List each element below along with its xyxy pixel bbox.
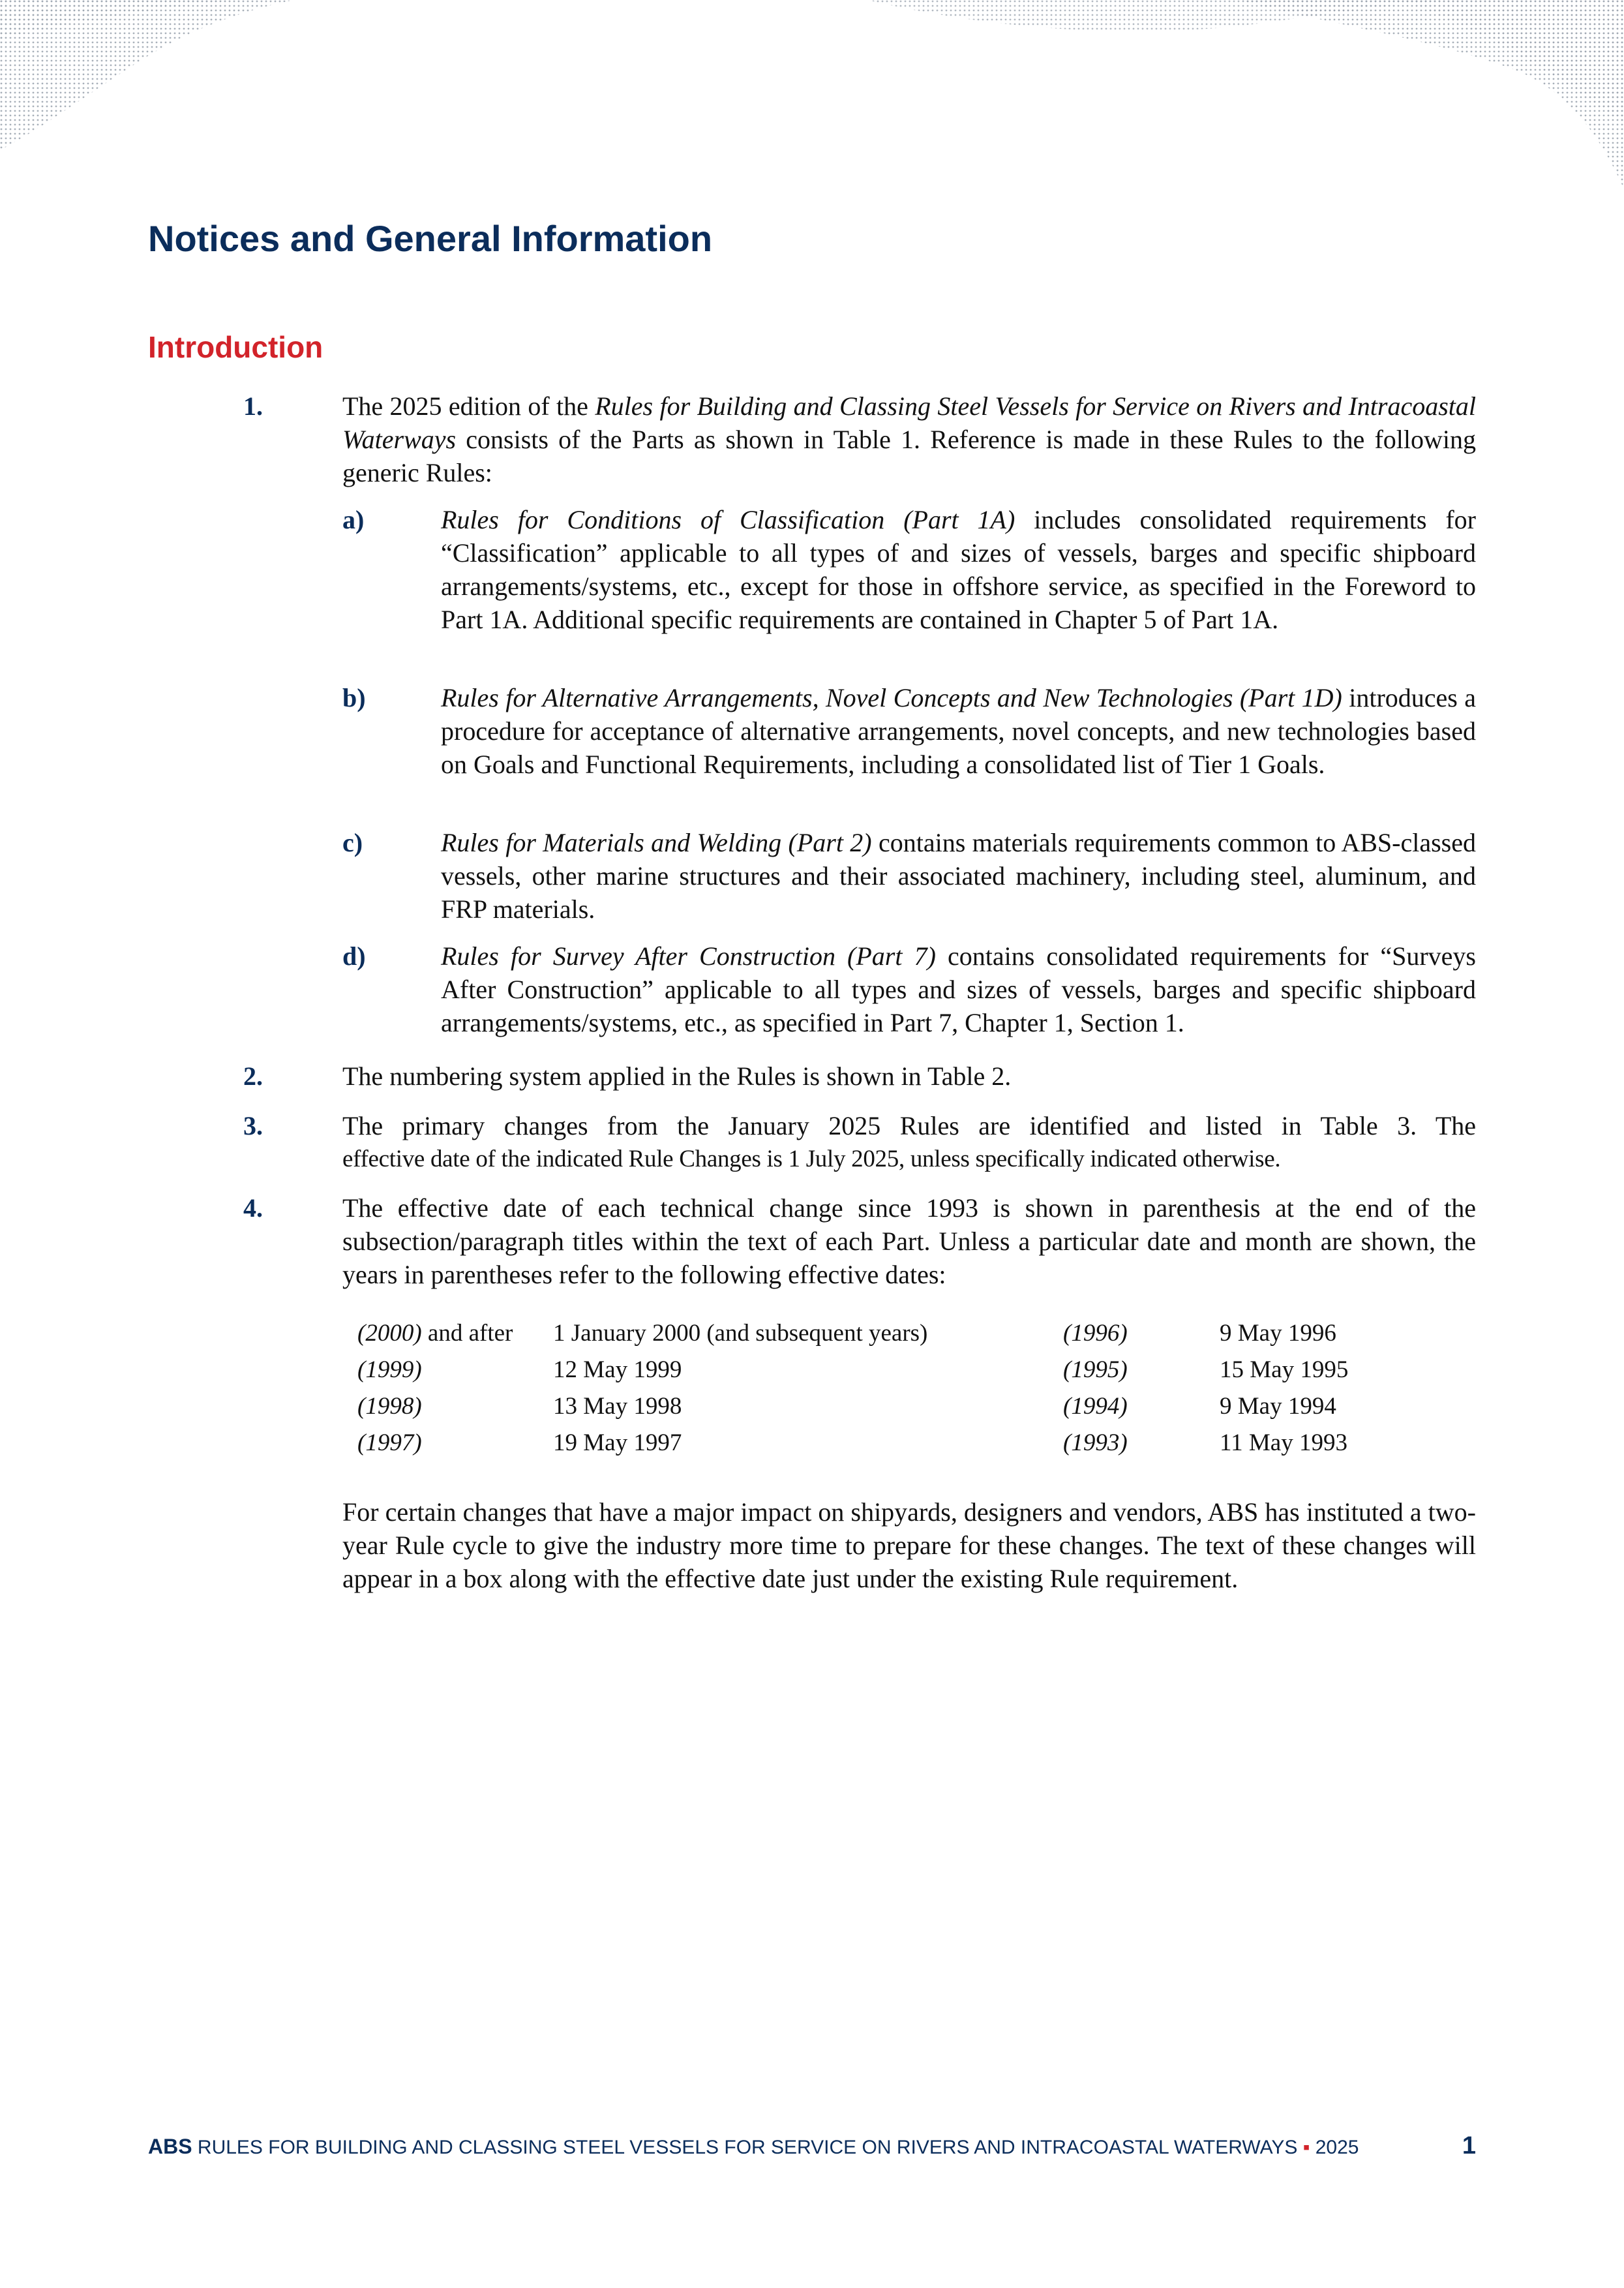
footer-separator: ▪ bbox=[1302, 2137, 1310, 2158]
year-cell: (1997) bbox=[357, 1429, 422, 1456]
sub-item-c-text: Rules for Materials and Welding (Part 2) contains materials requirements common to ABS-classed vessels, other marine structures and their associated machinery, including steel, aluminum, and FRP materials. bbox=[441, 828, 1476, 924]
table-row bbox=[357, 1392, 1466, 1429]
item-number-4: 4. bbox=[243, 1193, 263, 1223]
sub-item-b-text: Rules for Alternative Arrangements, Novel Concepts and New Technologies (Part 1D) introduces a procedure for acceptance of alternative arrangements, novel concepts, and new technologies based on Goals and Functional Requirements, including a consolidated list of Tier 1 Goals. bbox=[441, 683, 1477, 779]
abs-logo-text: ABS bbox=[148, 2135, 192, 2158]
item-3-text bbox=[342, 1109, 1476, 1176]
rules-title: Rules for Building and Classing Steel Vessels for Service on Rivers and Intracoastal Waterways bbox=[342, 391, 1476, 454]
year-cell: (1995) bbox=[1063, 1356, 1128, 1383]
item-4-text: The effective date of each technical change since 1993 is shown in parenthesis at the end of the subsection/paragraph titles within the text of each Part. Unless a particular date and month are shown, the years in parentheses refer to the following effective dates: bbox=[342, 1193, 1476, 1289]
effective-dates-table bbox=[357, 1319, 1466, 1465]
sub-item-d-text: Rules for Survey After Construction (Part 7) contains consolidated requirements for “Surveys After Construction” applicable to all types and sizes of vessels, barges and specific shipboard arrangements/systems, etc., as specified in Part 7, Chapter 1, Section 1. bbox=[441, 941, 1476, 1037]
closing-paragraph: For certain changes that have a major impact on shipyards, designers and vendors, ABS has instituted a two-year Rule cycle to give the industry more time to prepare for these changes. The text of these changes will appear in a box along with the effective date just under the existing Rule requirement. bbox=[342, 1497, 1476, 1593]
footer-title: RULES FOR BUILDING AND CLASSING STEEL VESSELS FOR SERVICE ON RIVERS AND INTRACOASTAL WATERWAYS bbox=[197, 2137, 1298, 2158]
page-footer bbox=[148, 2132, 1476, 2161]
date-cell: 13 May 1998 bbox=[553, 1393, 682, 1420]
item-3-line-1: The primary changes from the January 2025 Rules are identified and listed in Table 3. The bbox=[342, 1111, 1476, 1140]
year-cell: (1998) bbox=[357, 1393, 422, 1420]
year-cell: (1996) bbox=[1063, 1320, 1128, 1347]
item-number-1: 1. bbox=[243, 391, 263, 421]
sub-item-a-text: Rules for Conditions of Classification (Part 1A) includes consolidated requirements for “Classification” applicable to all types of and sizes of vessels, barges and specific shipboard arrangements/systems, etc., except for those in offshore service, as specified in the Foreword to Part 1A. Additional specific requirements are contained in Chapter 5 of Part 1A. bbox=[441, 505, 1477, 634]
table-row bbox=[357, 1319, 1466, 1356]
page-title: Notices and General Information bbox=[148, 218, 713, 259]
table-row bbox=[357, 1429, 1466, 1465]
item-number-3: 3. bbox=[243, 1111, 263, 1140]
year-cell: (1999) bbox=[357, 1356, 422, 1383]
date-cell: 19 May 1997 bbox=[553, 1429, 682, 1456]
sub-item-letter-d: d) bbox=[342, 941, 366, 971]
date-cell: 9 May 1996 bbox=[1220, 1320, 1336, 1347]
item-1-text: The 2025 edition of the Rules for Building and Classing Steel Vessels for Service on Rivers and Intracoastal Waterways consists of the Parts as shown in Table 1. Reference is made in these Rules to the following generic Rules: bbox=[342, 391, 1476, 487]
year-cell: (2000) and after bbox=[357, 1320, 513, 1347]
date-cell: 1 January 2000 (and subsequent years) bbox=[553, 1320, 928, 1347]
item-number-2: 2. bbox=[243, 1061, 263, 1091]
item-2-text: The numbering system applied in the Rules is shown in Table 2. bbox=[342, 1061, 1012, 1091]
year-cell: (1994) bbox=[1063, 1393, 1128, 1420]
section-heading-introduction: Introduction bbox=[148, 330, 323, 364]
page-number: 1 bbox=[1462, 2132, 1476, 2159]
date-cell: 15 May 1995 bbox=[1220, 1356, 1349, 1383]
sub-item-letter-b: b) bbox=[342, 683, 366, 712]
date-cell: 11 May 1993 bbox=[1220, 1429, 1347, 1456]
date-cell: 9 May 1994 bbox=[1220, 1393, 1336, 1420]
year-cell: (1993) bbox=[1063, 1429, 1128, 1456]
footer-year: 2025 bbox=[1315, 2137, 1359, 2158]
sub-item-letter-a: a) bbox=[342, 505, 365, 534]
header-wave-decoration bbox=[0, 0, 1624, 215]
item-3-line-2: effective date of the indicated Rule Changes is 1 July 2025, unless specifically indicated otherwise. bbox=[342, 1146, 1281, 1172]
date-cell: 12 May 1999 bbox=[553, 1356, 682, 1383]
sub-item-letter-c: c) bbox=[342, 828, 363, 857]
table-row bbox=[357, 1356, 1466, 1392]
